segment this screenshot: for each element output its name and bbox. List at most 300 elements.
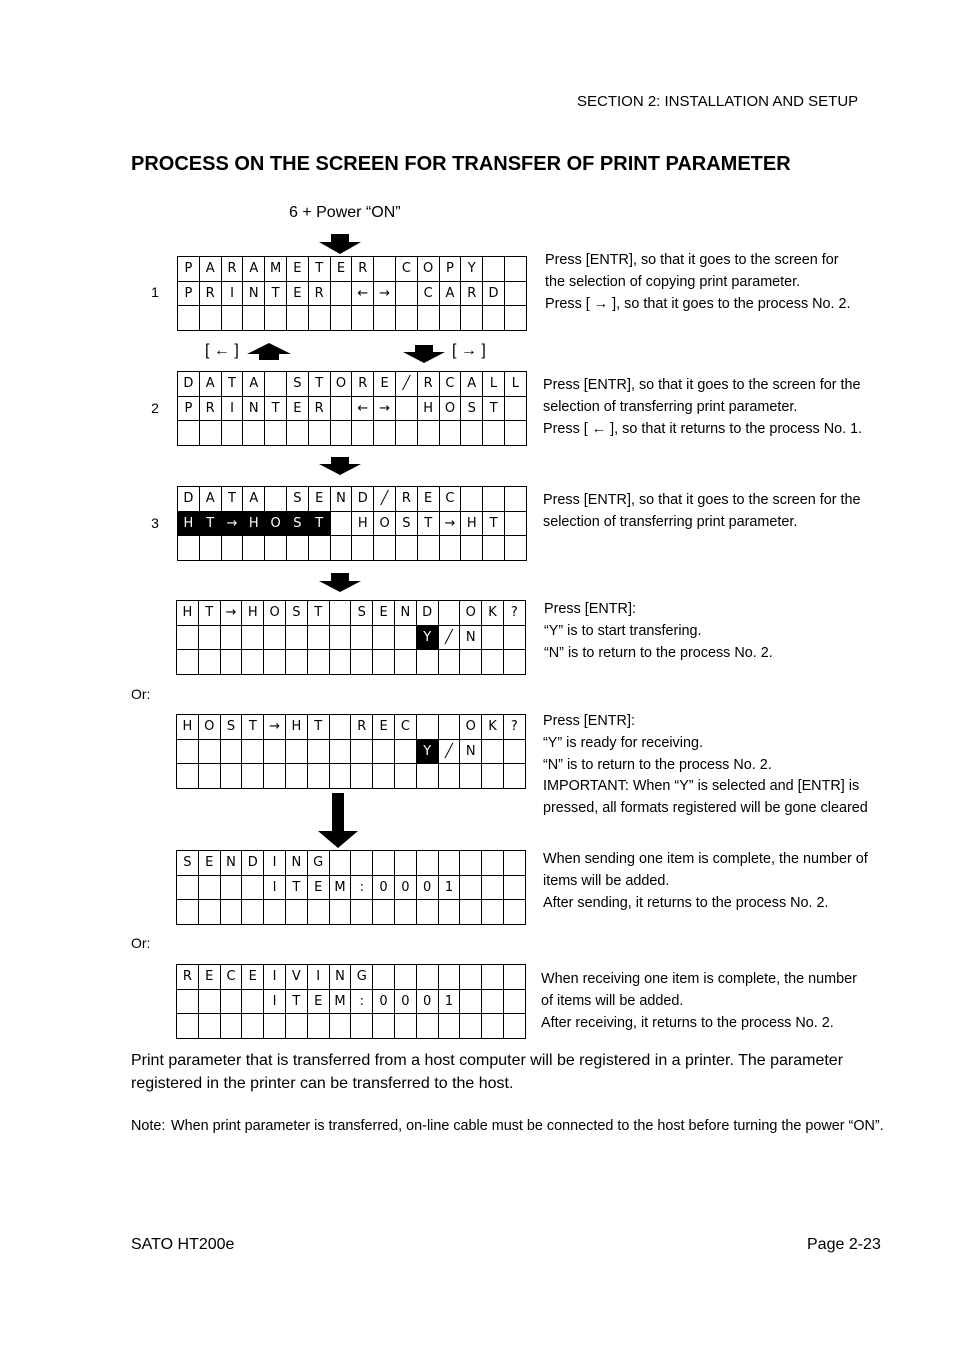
lcd-cell: R (308, 396, 330, 421)
lcd-cell: C (439, 487, 461, 512)
lcd-cell: R (352, 257, 374, 282)
lcd-cell: ╱ (438, 739, 460, 764)
lcd-cell (482, 900, 504, 925)
lcd-cell: T (285, 989, 307, 1014)
lcd-cell: → (264, 715, 286, 740)
lcd-cell: 0 (373, 875, 395, 900)
lcd-cell: ← (352, 281, 374, 306)
lcd-cell (417, 421, 439, 446)
lcd-cell (503, 900, 525, 925)
lcd-cell (482, 965, 504, 990)
lcd-cell (351, 851, 373, 876)
lcd-cell (199, 306, 221, 331)
lcd-row (177, 715, 526, 740)
lcd-cell (285, 739, 307, 764)
lcd-cell (243, 306, 265, 331)
lcd-cell: ← (352, 396, 374, 421)
lcd-cell: E (286, 257, 308, 282)
lcd-cell (395, 396, 417, 421)
lcd-cell (265, 487, 287, 512)
lcd-cell (177, 739, 199, 764)
lcd-cell (220, 739, 242, 764)
lcd-cell: O (439, 396, 461, 421)
screen-description (544, 599, 773, 664)
lcd-cell (438, 601, 460, 626)
lcd-cell (416, 1014, 438, 1039)
lcd-cell: T (483, 396, 505, 421)
lcd-cell: ? (503, 601, 525, 626)
lcd-cell (438, 965, 460, 990)
lcd-cell: C (394, 715, 416, 740)
lcd-cell: M (329, 875, 351, 900)
lcd-cell (374, 257, 396, 282)
lcd-cell (504, 511, 526, 536)
lcd-cell: E (307, 875, 329, 900)
description-line: pressed, all formats registered will be gone cleared (543, 800, 868, 817)
lcd-cell: 0 (416, 989, 438, 1014)
note-text: When print parameter is transferred, on-line cable must be connected to the host before turning the power “ON”. (171, 1118, 884, 1134)
lcd-screen (177, 371, 527, 446)
lcd-row (177, 739, 526, 764)
lcd-cell (177, 875, 199, 900)
lcd-cell: A (461, 372, 483, 397)
lcd-cell (482, 764, 504, 789)
lcd-cell (329, 601, 351, 626)
lcd-cell: E (373, 601, 395, 626)
lcd-cell: C (220, 965, 242, 990)
lcd-cell: D (352, 487, 374, 512)
lcd-cell (177, 650, 199, 675)
lcd-cell: T (221, 487, 243, 512)
lcd-cell (503, 739, 525, 764)
lcd-row (178, 396, 527, 421)
lcd-cell (395, 536, 417, 561)
lcd-row (178, 281, 527, 306)
lcd-row (177, 989, 526, 1014)
lcd-cell (374, 421, 396, 446)
lcd-cell (438, 900, 460, 925)
lcd-cell (286, 306, 308, 331)
lcd-cell: → (220, 601, 242, 626)
description-line: Press [ENTR], so that it goes to the screen for (545, 252, 839, 268)
description-line: items will be added. (543, 872, 670, 889)
down-arrow-icon (403, 345, 445, 363)
lcd-cell (178, 421, 200, 446)
lcd-cell (265, 536, 287, 561)
lcd-cell (307, 739, 329, 764)
lcd-cell (221, 536, 243, 561)
lcd-cell (504, 536, 526, 561)
lcd-cell: O (330, 372, 352, 397)
lcd-cell (504, 487, 526, 512)
lcd-row (177, 625, 526, 650)
lcd-screen (177, 486, 527, 561)
lcd-cell (264, 650, 286, 675)
lcd-cell (242, 625, 264, 650)
lcd-cell: O (460, 601, 482, 626)
lcd-cell (329, 650, 351, 675)
lcd-cell (482, 625, 504, 650)
lcd-cell (373, 851, 395, 876)
lcd-cell (503, 965, 525, 990)
lcd-cell: H (352, 511, 374, 536)
lcd-cell (503, 625, 525, 650)
lcd-cell (416, 900, 438, 925)
description-line: Press [ → ], so that it goes to the process No. 2. (545, 295, 851, 312)
lcd-cell (352, 421, 374, 446)
lcd-cell: Y (416, 625, 438, 650)
process-number: 3 (151, 515, 159, 531)
lcd-cell: E (286, 396, 308, 421)
description-line: IMPORTANT: When “Y” is selected and [ENTR] is (543, 778, 860, 795)
lcd-cell: E (286, 281, 308, 306)
lcd-cell (285, 625, 307, 650)
page-title: PROCESS ON THE SCREEN FOR TRANSFER OF PRINT PARAMETER (131, 153, 791, 175)
lcd-cell: E (373, 715, 395, 740)
lcd-cell: A (199, 257, 221, 282)
lcd-cell: R (395, 487, 417, 512)
or-label: Or: (131, 935, 151, 951)
lcd-cell (482, 851, 504, 876)
lcd-cell (198, 739, 220, 764)
lcd-cell (373, 739, 395, 764)
lcd-cell: N (243, 281, 265, 306)
lcd-cell: 0 (373, 989, 395, 1014)
lcd-cell: N (394, 601, 416, 626)
lcd-cell: R (199, 281, 221, 306)
lcd-cell (307, 625, 329, 650)
lcd-cell: R (308, 281, 330, 306)
lcd-cell: C (395, 257, 417, 282)
lcd-cell: : (351, 875, 373, 900)
or-label: Or: (131, 686, 151, 702)
footer-product: SATO HT200e (131, 1236, 235, 1253)
lcd-cell: : (351, 989, 373, 1014)
lcd-cell (394, 851, 416, 876)
lcd-cell: L (504, 372, 526, 397)
lcd-cell (438, 1014, 460, 1039)
lcd-cell (242, 764, 264, 789)
lcd-cell (394, 764, 416, 789)
lcd-cell: Y (461, 257, 483, 282)
lcd-cell (503, 989, 525, 1014)
lcd-cell (285, 764, 307, 789)
lcd-cell: T (308, 511, 330, 536)
lcd-cell (198, 989, 220, 1014)
down-arrow-icon (319, 457, 361, 475)
lcd-cell: D (178, 487, 200, 512)
lcd-cell (482, 989, 504, 1014)
lcd-cell: N (243, 396, 265, 421)
lcd-cell: R (461, 281, 483, 306)
lcd-cell (460, 1014, 482, 1039)
lcd-cell (307, 650, 329, 675)
lcd-cell (265, 372, 287, 397)
lcd-cell: S (395, 511, 417, 536)
description-line: Press [ENTR], so that it goes to the screen for the (543, 377, 861, 393)
lcd-cell: T (242, 715, 264, 740)
lcd-cell: E (198, 851, 220, 876)
lcd-cell (394, 900, 416, 925)
lcd-cell: 1 (438, 989, 460, 1014)
down-arrow-icon (318, 793, 358, 848)
lcd-cell (177, 764, 199, 789)
start-label: 6 + Power “ON” (289, 204, 401, 221)
lcd-cell (504, 281, 526, 306)
lcd-cell (503, 764, 525, 789)
lcd-cell (178, 306, 200, 331)
lcd-cell (221, 306, 243, 331)
lcd-cell: R (221, 257, 243, 282)
lcd-cell (460, 875, 482, 900)
lcd-cell (242, 875, 264, 900)
lcd-row (177, 900, 526, 925)
lcd-cell (460, 900, 482, 925)
lcd-cell (329, 851, 351, 876)
lcd-cell: A (243, 257, 265, 282)
lcd-cell: 0 (394, 989, 416, 1014)
lcd-cell (504, 421, 526, 446)
lcd-cell: D (242, 851, 264, 876)
lcd-cell (220, 650, 242, 675)
lcd-cell: E (242, 965, 264, 990)
lcd-cell (483, 257, 505, 282)
lcd-cell: T (307, 715, 329, 740)
lcd-cell (395, 306, 417, 331)
lcd-row (177, 965, 526, 990)
lcd-cell: G (351, 965, 373, 990)
nav-right-label: [ → ] (452, 342, 486, 359)
lcd-cell: S (286, 487, 308, 512)
lcd-cell (374, 306, 396, 331)
lcd-cell (329, 1014, 351, 1039)
lcd-cell (329, 764, 351, 789)
lcd-cell (265, 306, 287, 331)
lcd-cell (503, 875, 525, 900)
lcd-cell (264, 739, 286, 764)
lcd-cell: T (285, 875, 307, 900)
lcd-cell: → (374, 281, 396, 306)
description-line: Press [ENTR]: (544, 601, 636, 617)
note (131, 1115, 891, 1137)
description-line: the selection of copying print parameter. (545, 273, 801, 290)
lcd-cell: V (285, 965, 307, 990)
lcd-cell (373, 965, 395, 990)
lcd-cell: P (178, 281, 200, 306)
lcd-cell (351, 650, 373, 675)
lcd-row (178, 306, 527, 331)
lcd-cell: E (308, 487, 330, 512)
lcd-cell (242, 900, 264, 925)
lcd-cell: M (265, 257, 287, 282)
lcd-cell (177, 625, 199, 650)
note-label: Note: (131, 1118, 166, 1134)
lcd-cell (329, 900, 351, 925)
lcd-cell (482, 875, 504, 900)
lcd-cell (198, 625, 220, 650)
lcd-cell: N (220, 851, 242, 876)
lcd-cell: → (439, 511, 461, 536)
lcd-cell (373, 764, 395, 789)
lcd-cell (330, 306, 352, 331)
description-line: Press [ENTR], so that it goes to the screen for the (543, 492, 861, 508)
body-paragraph: Print parameter that is transferred from a host computer will be registered in a printer. The parameter registered in the printer can be transferred to the host. (131, 1052, 844, 1092)
lcd-cell (395, 421, 417, 446)
lcd-cell: T (483, 511, 505, 536)
lcd-row (178, 372, 527, 397)
lcd-row (178, 257, 527, 282)
lcd-cell (503, 1014, 525, 1039)
lcd-cell: I (221, 396, 243, 421)
lcd-cell (220, 1014, 242, 1039)
lcd-cell (417, 306, 439, 331)
lcd-row (178, 536, 527, 561)
lcd-cell (483, 536, 505, 561)
lcd-cell (352, 306, 374, 331)
lcd-cell (482, 1014, 504, 1039)
lcd-cell (483, 421, 505, 446)
lcd-cell: O (374, 511, 396, 536)
lcd-cell (242, 650, 264, 675)
lcd-cell: I (307, 965, 329, 990)
lcd-cell (352, 536, 374, 561)
nav-left-label: [ ← ] (205, 342, 239, 359)
lcd-cell: H (417, 396, 439, 421)
lcd-cell (461, 536, 483, 561)
lcd-cell: R (351, 715, 373, 740)
description-line: “N” is to return to the process No. 2. (544, 644, 773, 661)
lcd-cell (264, 900, 286, 925)
lcd-cell (285, 650, 307, 675)
lcd-cell: ╱ (395, 372, 417, 397)
lcd-cell: D (483, 281, 505, 306)
lcd-cell (373, 1014, 395, 1039)
lcd-cell (220, 625, 242, 650)
lcd-cell (351, 1014, 373, 1039)
lcd-cell (394, 625, 416, 650)
lcd-cell: E (417, 487, 439, 512)
lcd-cell: N (460, 739, 482, 764)
lcd-cell (265, 421, 287, 446)
lcd-cell (504, 396, 526, 421)
lcd-cell (285, 900, 307, 925)
lcd-cell (351, 739, 373, 764)
lcd-cell (417, 536, 439, 561)
lcd-cell: ╱ (438, 625, 460, 650)
lcd-cell: 0 (394, 875, 416, 900)
lcd-cell: S (286, 372, 308, 397)
lcd-cell (243, 536, 265, 561)
lcd-cell: H (242, 601, 264, 626)
lcd-cell: T (265, 281, 287, 306)
lcd-cell: E (330, 257, 352, 282)
lcd-row (178, 511, 527, 536)
lcd-cell: S (177, 851, 199, 876)
lcd-cell (285, 1014, 307, 1039)
lcd-cell (330, 396, 352, 421)
lcd-cell (242, 989, 264, 1014)
lcd-cell: R (352, 372, 374, 397)
lcd-cell (307, 764, 329, 789)
lcd-cell (308, 421, 330, 446)
description-line: selection of transferring print parameter. (543, 513, 798, 530)
lcd-cell: O (460, 715, 482, 740)
lcd-cell (460, 851, 482, 876)
lcd-cell (220, 900, 242, 925)
lcd-cell (461, 487, 483, 512)
lcd-cell (416, 650, 438, 675)
lcd-cell (503, 650, 525, 675)
description-line: “Y” is to start transfering. (544, 622, 702, 639)
lcd-cell: T (265, 396, 287, 421)
lcd-cell (439, 536, 461, 561)
lcd-cell (482, 739, 504, 764)
lcd-row (177, 851, 526, 876)
lcd-cell (177, 900, 199, 925)
lcd-cell: O (265, 511, 287, 536)
lcd-screen (176, 714, 526, 789)
lcd-cell: P (178, 257, 200, 282)
lcd-cell (461, 306, 483, 331)
lcd-cell (198, 900, 220, 925)
lcd-cell: N (329, 965, 351, 990)
lcd-cell: P (178, 396, 200, 421)
lcd-cell (483, 487, 505, 512)
lcd-cell: H (177, 715, 199, 740)
lcd-cell (461, 421, 483, 446)
lcd-cell (373, 900, 395, 925)
lcd-cell: H (178, 511, 200, 536)
lcd-cell: D (178, 372, 200, 397)
lcd-cell (460, 989, 482, 1014)
lcd-screen (177, 256, 527, 331)
lcd-cell: T (417, 511, 439, 536)
lcd-cell (351, 625, 373, 650)
lcd-cell: → (221, 511, 243, 536)
lcd-row (177, 601, 526, 626)
lcd-cell: T (199, 511, 221, 536)
lcd-cell (483, 306, 505, 331)
lcd-cell (286, 536, 308, 561)
lcd-cell (199, 421, 221, 446)
lcd-cell: T (198, 601, 220, 626)
lcd-cell: A (243, 487, 265, 512)
lcd-cell: I (264, 989, 286, 1014)
lcd-cell (221, 421, 243, 446)
lcd-cell (198, 764, 220, 789)
lcd-cell: A (243, 372, 265, 397)
footer-page-number: Page 2-23 (807, 1236, 881, 1253)
lcd-cell (460, 764, 482, 789)
lcd-cell (308, 536, 330, 561)
lcd-cell (351, 900, 373, 925)
screen-description (543, 490, 861, 534)
lcd-cell: G (307, 851, 329, 876)
description-line: “Y” is ready for receiving. (543, 734, 703, 751)
lcd-cell: E (198, 965, 220, 990)
lcd-cell: 1 (438, 875, 460, 900)
description-line: selection of transferring print parameter. (543, 398, 798, 415)
screen-description (545, 250, 851, 315)
lcd-cell (330, 536, 352, 561)
description-line: After sending, it returns to the process No. 2. (543, 894, 829, 911)
screen-description (543, 375, 862, 440)
lcd-row (177, 650, 526, 675)
lcd-cell (439, 421, 461, 446)
lcd-cell (198, 875, 220, 900)
lcd-cell (177, 1014, 199, 1039)
lcd-cell: S (351, 601, 373, 626)
